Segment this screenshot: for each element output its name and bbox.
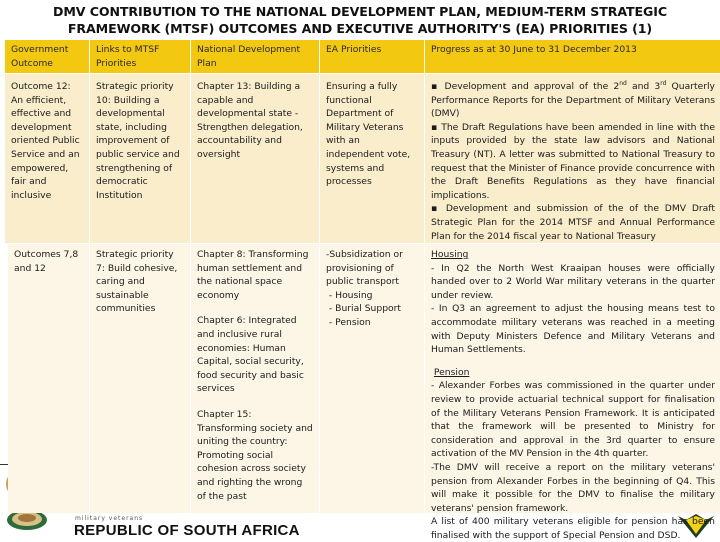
cell-progress [425, 73, 720, 243]
cell-mtsf: Strategic priority 10: Building a developmental state, including improvement of public service and strengthening of democratic Institution [90, 73, 191, 243]
pension-item-2: -The DMV will receive a report on the military veterans' pension from Alexander Forbes in the beginning of Q4. This will make it possible for the DMV to finalise the military veterans' pension framework. [431, 461, 715, 514]
footer-country: REPUBLIC OF SOUTH AFRICA [74, 522, 300, 539]
table-row [5, 73, 720, 243]
cell-mtsf: Strategic priority 7: Build cohesive, caring and sustainable communities [90, 243, 191, 513]
ea-item: - Burial Support [326, 303, 402, 315]
table-header-row [5, 40, 720, 73]
header-government-outcome: Government Outcome [5, 40, 90, 73]
cell-outcome: Outcome 12: An efficient, effective and development oriented Public Service and an empowered, fair and inclusive [5, 73, 90, 243]
ndp-chapter-15: Chapter 15: Transforming society and uniting the country: Promoting social cohesion across society and righting the wrong of the past [197, 408, 313, 502]
ndp-chapter-8: Chapter 8: Transforming human settlement and the national space economy [197, 249, 309, 301]
cell-progress [425, 243, 720, 541]
housing-item-1: - In Q2 the North West Kraaipan houses were officially handed over to 2 World War military veterans in the quarter under review. [431, 262, 715, 301]
ea-item: - Pension [326, 316, 371, 328]
page-title [0, 3, 720, 37]
header-ea-priorities: EA Priorities [320, 40, 425, 73]
ea-item: - Housing [326, 289, 373, 301]
header-national-development-plan: National Development Plan [191, 40, 320, 73]
ndp-chapter-6: Chapter 6: Integrated and inclusive rural economies: Human Capital, social security, food security and basic services [197, 315, 304, 395]
progress-bullet-1: ▪ Development and approval of the 2nd and 3rd Quarterly Performance Reports for the Department of Military Veterans (DMV) [431, 79, 715, 120]
header-mtsf-priorities: Links to MTSF Priorities [90, 40, 191, 73]
cell-ndp: Chapter 13: Building a capable and developmental state - Strengthen delegation, accountability and oversight [191, 73, 320, 243]
progress-bullet-2: ▪ The Draft Regulations have been amended in line with the inputs provided by the state law advisors and National Treasury (NT). A letter was submitted to National Treasury to request that the Minister of Finance provide concurrence with the Draft Benefits Regulations as they have financial implications. [431, 121, 715, 201]
title-line-1: DMV CONTRIBUTION TO THE NATIONAL DEVELOPMENT PLAN, MEDIUM-TERM STRATEGIC [53, 4, 667, 19]
pension-item-3: A list of 400 military veterans eligible for pension has been finalised with the support of Special Pension and DSD. [431, 516, 715, 541]
housing-heading: Housing [431, 249, 469, 260]
footer-subtitle: military veterans [75, 515, 144, 522]
cell-ea [320, 243, 425, 513]
cell-outcome: Outcomes 7,8 and 12 [8, 243, 90, 513]
pension-item-1: - Alexander Forbes was commissioned in the quarter under review to provide actuarial technical support for finalisation of the Military Veterans Pension Framework. It is anticipated that the framework will be presented to Ministry for consideration and approval in the 3rd quarter to ensure activation of the MV Pension in the 4th quarter. [431, 380, 715, 460]
progress-bullet-3: ▪ Development and submission of the of the DMV Draft Strategic Plan for the 2014 MTSF and Annual Performance Plan for the 2014 fiscal year to National Treasury [431, 203, 715, 242]
ea-item: -Subsidization or provisioning of public transport [326, 249, 403, 288]
cell-ea: Ensuring a fully functional Department of Military Veterans with an independent vote, systems and processes [320, 73, 425, 243]
cell-ndp [191, 243, 320, 513]
header-progress: Progress as at 30 June to 31 December 2013 [425, 40, 720, 73]
title-line-2: FRAMEWORK (MTSF) OUTCOMES AND EXECUTIVE AUTHORITY'S (EA) PRIORITIES (1) [67, 21, 653, 36]
pension-heading: Pension [433, 366, 470, 378]
housing-item-2: - In Q3 an agreement to adjust the housing means test to accommodate military veterans was reached in a meeting with Deputy Ministers Defence and Military Veterans and Human Settlements. [431, 303, 715, 356]
